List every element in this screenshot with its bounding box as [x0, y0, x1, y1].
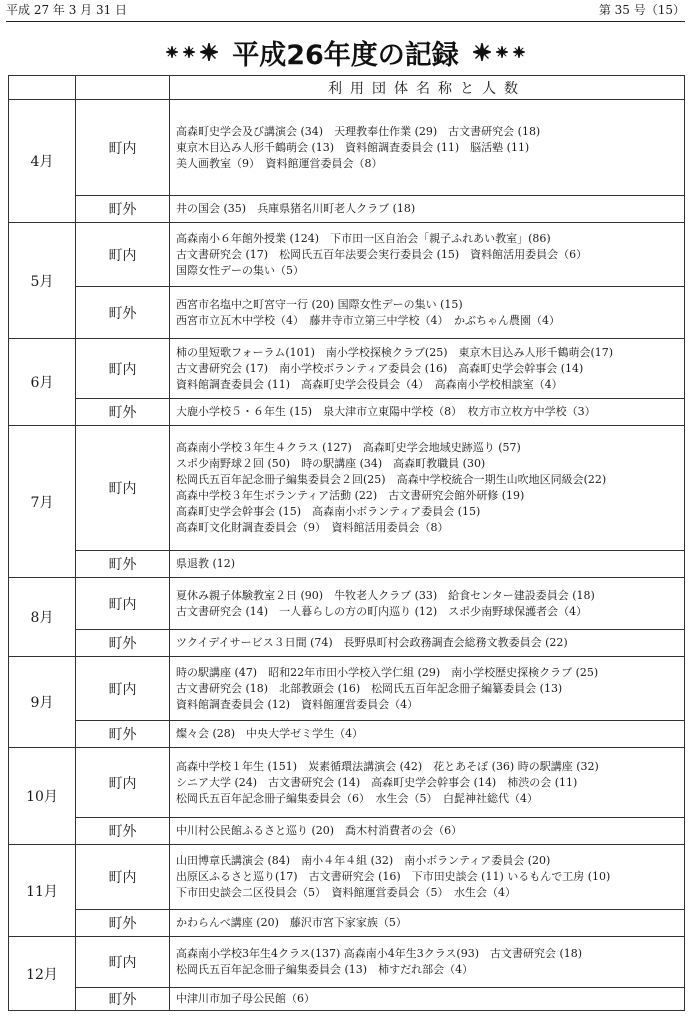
- table-row: [9, 551, 685, 578]
- entries-cell: [170, 818, 685, 845]
- table-row: [9, 721, 685, 748]
- out-of-town-label: 町外: [76, 196, 170, 223]
- table-header-row: [9, 76, 685, 100]
- table-row: [9, 630, 685, 657]
- in-town-label: 町内: [76, 937, 170, 988]
- entry-line: 下市田史談会二区役員会（5） 資料館運営委員会（5） 水生会（4）: [176, 886, 516, 899]
- out-of-town-label: 町外: [76, 988, 170, 1011]
- entries-cell: [170, 223, 685, 287]
- entry-line: 高森町文化財調査委員会（9） 資料館活用委員会（8）: [176, 521, 449, 534]
- table-body: [9, 100, 685, 1011]
- out-of-town-label: 町外: [76, 399, 170, 426]
- entry-line: 西宮市立瓦木中学校（4） 藤井寺市立第三中学校（4） かぶちゃん農園（4）: [176, 313, 560, 327]
- entry-line: 夏休み親子体験教室２日 (90) 牛牧老人クラブ (33) 給食センター建設委員会 (18): [176, 588, 595, 602]
- entry-line: 高森町史学会幹事会 (15) 高森南小ボランティア委員会 (15): [176, 505, 481, 518]
- in-town-label: 町内: [76, 578, 170, 630]
- month-cell: 7月: [9, 426, 76, 578]
- entry-line: 出原区ふるさと巡り(17) 古文書研究会 (16) 下市田史談会 (11) いるもんで工房 (10): [176, 870, 611, 883]
- entry-line: 山田博章氏講演会 (84) 南小４年４組 (32) 南小ボランティア委員会 (20): [176, 854, 551, 867]
- entries-cell: [170, 426, 685, 551]
- entries-cell: [170, 630, 685, 657]
- month-cell: 12月: [9, 937, 76, 1011]
- entries-cell: [170, 845, 685, 910]
- entries-cell: [170, 657, 685, 721]
- header-blank-cell: [76, 76, 170, 100]
- month-cell: 9月: [9, 657, 76, 748]
- issue-number: 第 35 号（15）: [598, 3, 685, 17]
- in-town-label: 町内: [76, 845, 170, 910]
- table-row: [9, 100, 685, 196]
- entry-line: 資料館調査委員会 (12) 資料館運営委員会（4）: [176, 697, 419, 711]
- table-row: [9, 399, 685, 426]
- entries-cell: [170, 287, 685, 339]
- table-row: [9, 287, 685, 339]
- entry-line: 県退教 (12): [176, 557, 236, 570]
- entries-cell: [170, 988, 685, 1011]
- entries-cell: [170, 937, 685, 988]
- entry-line: かわらんべ講座 (20) 藤沢市宮下家家族（5）: [176, 916, 407, 929]
- table-row: [9, 339, 685, 399]
- page-header: [6, 0, 685, 22]
- entry-line: 松岡氏五百年記念冊子編集委員会２回(25) 高森中学校統合一期生山吹地区同級会(22): [176, 473, 607, 486]
- title-row: [0, 36, 691, 71]
- table-row: [9, 818, 685, 845]
- in-town-label: 町内: [76, 657, 170, 721]
- right-star-ornament: [473, 43, 525, 61]
- page-title: 平成26年度の記録: [232, 39, 459, 71]
- table-row: [9, 845, 685, 910]
- entry-line: 柿の里短歌フォーラム(101) 南小学校探検クラブ(25) 東京木目込み人形千鶴萌会(17): [176, 345, 614, 359]
- entry-line: 古文書研究会 (17) 南小学校ボランティア委員会 (16) 高森町史学会幹事会 (14): [176, 361, 584, 375]
- entry-line: 中川村公民館ふるさと巡り (20) 喬木村消費者の会（6）: [176, 824, 463, 837]
- out-of-town-label: 町外: [76, 630, 170, 657]
- entry-line: シニア大学 (24) 古文書研究会 (14) 高森町史学会幹事会 (14) 柿渋の会 (11): [176, 775, 578, 789]
- month-cell: 11月: [9, 845, 76, 937]
- entry-line: 国際女性デーの集い（5）: [176, 263, 304, 277]
- entry-line: 高森町史学会及び講演会 (34) 天理教奉仕作業 (29) 古文書研究会 (18): [176, 124, 541, 138]
- in-town-label: 町内: [76, 426, 170, 551]
- table-row: [9, 426, 685, 551]
- entries-cell: [170, 910, 685, 937]
- entry-line: 井の国会 (35) 兵庫県猪名川町老人クラブ (18): [176, 202, 416, 215]
- month-cell: 5月: [9, 223, 76, 339]
- entry-line: 古文書研究会 (18) 北部教頭会 (16) 松岡氏五百年記念冊子編纂委員会 (13): [176, 681, 563, 695]
- entry-line: 高森中学校１年生 (151) 炭素循環法講演会 (42) 花とあそぼ (36) 時の駅講座 (32): [176, 759, 599, 773]
- entry-line: 西宮市名塩中之町宮守一行 (20) 国際女性デーの集い (15): [176, 297, 463, 311]
- out-of-town-label: 町外: [76, 287, 170, 339]
- entries-cell: [170, 721, 685, 748]
- table-row: [9, 657, 685, 721]
- entries-cell: [170, 551, 685, 578]
- entry-line: 古文書研究会 (14) 一人暮らしの方の町内巡り (12) スポ少南野球保護者会（4）: [176, 604, 588, 618]
- out-of-town-label: 町外: [76, 818, 170, 845]
- entries-cell: [170, 578, 685, 630]
- column-header: 利用団体名称と人数: [170, 76, 685, 100]
- entries-cell: [170, 100, 685, 196]
- entry-line: 高森南小学校3年生4クラス(137) 高森南小4年生3クラス(93) 古文書研究会 (18): [176, 947, 583, 960]
- entry-line: 資料館調査委員会 (11) 高森町史学会役員会（4） 高森南小学校相談室（4）: [176, 377, 563, 391]
- entries-cell: [170, 748, 685, 818]
- entry-line: 大鹿小学校５・６年生 (15) 泉大津市立東陽中学校（8） 枚方市立枚方中学校（3）: [176, 405, 596, 418]
- header-blank-cell: [9, 76, 76, 100]
- entry-line: 中津川市加子母公民館（6）: [176, 992, 315, 1005]
- table-row: [9, 910, 685, 937]
- entry-line: 古文書研究会 (17) 松岡氏五百年法要会実行委員会 (15) 資料館活用委員会（6）: [176, 247, 588, 261]
- entries-cell: [170, 399, 685, 426]
- entry-line: スポ少南野球２回 (50) 時の駅講座 (34) 高森町教職員 (30): [176, 457, 486, 470]
- in-town-label: 町内: [76, 223, 170, 287]
- out-of-town-label: 町外: [76, 551, 170, 578]
- entry-line: ツクイデイサービス３日間 (74) 長野県町村会政務調査会総務文教委員会 (22): [176, 636, 568, 649]
- out-of-town-label: 町外: [76, 721, 170, 748]
- month-cell: 4月: [9, 100, 76, 223]
- entries-cell: [170, 196, 685, 223]
- table-row: [9, 937, 685, 988]
- entry-line: 松岡氏五百年記念冊子編集委員会（6） 水生会（5） 白髭神社総代（4）: [176, 791, 538, 805]
- publication-date: 平成 27 年 3 月 31 日: [6, 3, 128, 17]
- entry-line: 美人画教室（9） 資料館運営委員会（8）: [176, 156, 383, 170]
- out-of-town-label: 町外: [76, 910, 170, 937]
- usage-record-table: [8, 75, 685, 1011]
- entry-line: 松岡氏五百年記念冊子編集委員会 (13) 柿すだれ部会（4）: [176, 963, 474, 976]
- entry-line: 燦々会 (28) 中央大学ゼミ学生（4）: [176, 727, 364, 740]
- table-row: [9, 578, 685, 630]
- entries-cell: [170, 339, 685, 399]
- entry-line: 高森南小学校３年生４クラス (127) 高森町史学会地域史跡巡り (57): [176, 441, 521, 454]
- entry-line: 東京木目込み人形千鶴萌会 (13) 資料館調査委員会 (11) 脳活塾 (11): [176, 140, 530, 154]
- month-cell: 6月: [9, 339, 76, 426]
- in-town-label: 町内: [76, 339, 170, 399]
- entry-line: 高森南小６年館外授業 (124) 下市田一区自治会「親子ふれあい教室」(86): [176, 231, 551, 245]
- left-star-ornament: [166, 43, 218, 61]
- in-town-label: 町内: [76, 748, 170, 818]
- in-town-label: 町内: [76, 100, 170, 196]
- table-row: [9, 748, 685, 818]
- entry-line: 時の駅講座 (47) 昭和22年市田小学校入学仁組 (29) 南小学校歴史探検クラブ (25): [176, 665, 599, 679]
- month-cell: 8月: [9, 578, 76, 657]
- table-row: [9, 223, 685, 287]
- entry-line: 高森中学校３年生ボランティア活動 (22) 古文書研究会館外研修 (19): [176, 489, 525, 502]
- table-row: [9, 196, 685, 223]
- table-row: [9, 988, 685, 1011]
- month-cell: 10月: [9, 748, 76, 845]
